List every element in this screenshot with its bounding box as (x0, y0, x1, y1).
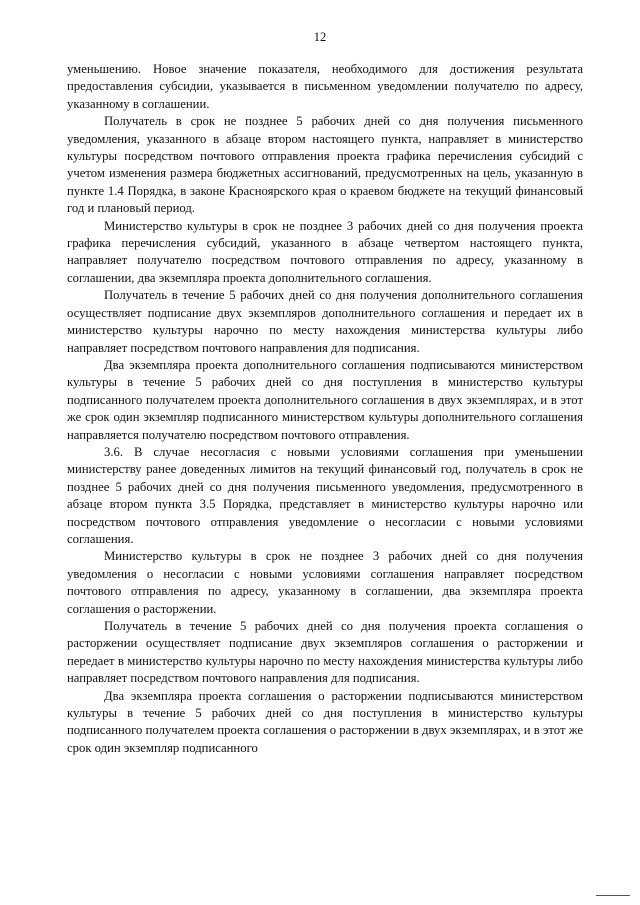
paragraph: Получатель в срок не позднее 5 рабочих дней со дня получения письменного уведомления, указанного в абзаце втором настоящего пункта, направляет в министерство культуры посредством почтового отправления проекта графика перечисления субсидий с учетом изменения размера бюджетных ассигнований, предусмотренных на цель, указанную в пункте 1.4 Порядка, в законе Красноярского края о краевом бюджете на текущий финансовый год и плановый период. (67, 114, 583, 216)
document-body (67, 61, 583, 757)
paragraph: Получатель в течение 5 рабочих дней со дня получения проекта соглашения о расторжении осуществляет подписание двух экземпляров соглашения о расторжении и передает в министерство культуры нарочно по месту нахождения министерства культуры либо направляет посредством почтового направления для подписания. (67, 619, 583, 686)
page-number: 12 (313, 30, 327, 44)
paragraph-clause-3-6: 3.6. В случае несогласия с новыми условиями соглашения при уменьшении министерству ранее доведенных лимитов на текущий финансовый год, получатель в срок не позднее 5 рабочих дней со дня получения письменного уведомления, предусмотренного в абзаце втором пункта 3.5 Порядка, представляет в министерство культуры нарочно или посредством почтового отправления уведомление о несогласии с новыми условиями соглашения. (67, 444, 583, 546)
scan-edge-line (596, 895, 630, 896)
paragraph: Министерство культуры в срок не позднее 3 рабочих дней со дня получения уведомления о несогласии с новыми условиями соглашения направляет посредством почтового отправления по адресу, указанному в соглашении, два экземпляра проекта соглашения о расторжении. (67, 549, 583, 616)
paragraph: Министерство культуры в срок не позднее 3 рабочих дней со дня получения проекта графика перечисления субсидий, указанного в абзаце четвертом настоящего пункта, направляет получателю посредством почтового отправления по адресу, указанному в соглашении, два экземпляра проекта дополнительного соглашения. (67, 218, 583, 285)
paragraph-continued: уменьшению. Новое значение показателя, необходимого для достижения результата предоставления субсидии, указывается в письменном уведомлении получателю по адресу, указанному в соглашении. (67, 62, 583, 111)
paragraph: Два экземпляра проекта соглашения о расторжении подписываются министерством культуры в течение 5 рабочих дней со дня поступления в министерство культуры подписанного получателем проекта соглашения о расторжении в двух экземплярах, и в этот же срок один экземпляр подписанного (67, 688, 583, 755)
paragraph: Два экземпляра проекта дополнительного соглашения подписываются министерством культуры в течение 5 рабочих дней со дня поступления в министерство культуры подписанного получателем проекта дополнительного соглашения в двух экземплярах, и в этот же срок один экземпляр подписанного министерством культуры дополнительного соглашения направляется получателю посредством почтового отправления. (67, 357, 583, 442)
paragraph: Получатель в течение 5 рабочих дней со дня получения дополнительного соглашения осуществляет подписание двух экземпляров дополнительного соглашения и передает их в министерство культуры нарочно по месту нахождения министерства культуры либо направляет посредством почтового направления для подписания. (67, 288, 583, 355)
